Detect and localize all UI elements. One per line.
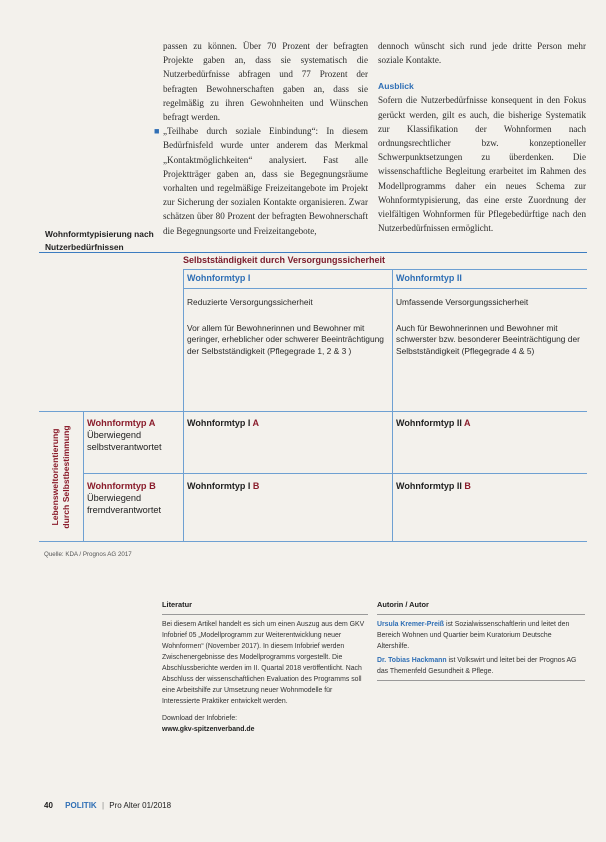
- figure-caption: Wohnformtypisierung nach Nutzerbedürfnissen: [45, 229, 154, 252]
- footer-separator: |: [101, 801, 105, 810]
- row-type-a-sub1: Überwiegend: [87, 430, 142, 441]
- cell-type-IB-prefix: Wohnformtyp I: [187, 481, 251, 491]
- article-paragraph: dennoch wünscht sich rund jede dritte Person mehr soziale Kontakte.: [378, 41, 586, 66]
- literature-box: [162, 599, 368, 739]
- footer-issue: Pro Alter 01/2018: [109, 801, 172, 810]
- divider: [392, 269, 393, 542]
- footer-section: POLITIK: [65, 801, 97, 810]
- row-header-type-b: [87, 481, 183, 516]
- row-type-b-sub2: fremdverantwortet: [87, 505, 162, 516]
- row-type-a-sub2: selbstverantwortet: [87, 442, 162, 453]
- row-type-a-label: Wohnformtyp A: [87, 418, 156, 428]
- cell-type-IA-letter: A: [252, 418, 259, 428]
- article-column-left: [154, 39, 368, 238]
- cell-type-IIA: [396, 418, 471, 429]
- cell-type-IB: [187, 481, 259, 492]
- col2-description: Auch für Bewohnerinnen und Bewohner mit schwerster bzw. besonderer Beeinträchtigung der Selbstständigkeit (Pflegegrade 4 & 5): [396, 323, 580, 356]
- cell-type-IIA-prefix: Wohnformtyp II: [396, 418, 462, 428]
- cell-type-IIB-prefix: Wohnformtyp II: [396, 481, 462, 491]
- column-header-type-2: Wohnformtyp II: [396, 273, 462, 283]
- article-paragraph: Sofern die Nutzerbedürfnisse konsequent in den Fokus gerückt werden, gilt es auch, die bisherige Systematik zur Klassifikation der Wohnformen nach ordnungsrechtlicher bzw. konzeptioneller Schwerpunktsetzungen zu überdenken. Die wissenschaftliche Begleitung erarbeitet im Rahmen des Modellprogramms daher ein neues Schema zur Wohnformtypisierung, das eine erste Zuordnung der vielfältigen Wohnformen für Pflegebedürftige nach den Nutzerbedürfnissen ermöglicht.: [378, 95, 586, 234]
- divider: [183, 288, 587, 289]
- bullet-text: „Teilhabe durch soziale Einbindung“: In diesem Bedürfnisfeld wurde unter anderem das Merkmal „Kontaktmöglichkeiten“ analysiert. Fast alle Projektträger gaben an, dass sie Begegnungsräume vorhalten und regelmäßige Freizeitangebote im Projekt zur Sicherung der sozialen Kontakte organisieren. Zwar schätzen über 80 Prozent der befragten Bewohnerschaft die Begegnungsorte und Freizeitangebote,: [163, 126, 368, 236]
- col1-description: Vor allem für Bewohnerinnen und Bewohner mit geringer, erheblicher oder schwerer Beeinträchtigung der Selbstständigkeit (Pflegegrade 1, 2 & 3 ): [187, 323, 384, 356]
- row-type-b-sub1: Überwiegend: [87, 493, 142, 504]
- cell-type-IA-prefix: Wohnformtyp I: [187, 418, 251, 428]
- page-number: 40: [44, 801, 53, 810]
- author-bio: ist Volkswirt und leitet bei der Prognos AG das Themenfeld Gesundheit & Pflege.: [377, 657, 577, 675]
- column-header-type-1: Wohnformtyp I: [187, 273, 251, 283]
- vertical-label-line-2: durch Selbstbestimmung: [61, 425, 71, 529]
- download-link[interactable]: www.gkv-spitzenverband.de: [162, 726, 255, 733]
- row-header-type-a: [87, 418, 183, 453]
- divider: [377, 680, 585, 681]
- bullet-icon: ■: [154, 126, 160, 137]
- author-bio: ist Sozialwissenschaftlerin und leitet den Bereich Wohnen und Quartier beim Kuratorium Deutsche Altershilfe.: [377, 621, 570, 650]
- divider: [39, 541, 587, 542]
- author-entry: [377, 655, 585, 677]
- col1-security: Reduzierte Versorgungssicherheit: [187, 297, 313, 307]
- col2-security: Umfassende Versorgungssicherheit: [396, 297, 529, 307]
- authors-box: [377, 599, 585, 681]
- divider: [183, 269, 184, 542]
- author-entry: [377, 619, 585, 652]
- cell-type-IIB-letter: B: [464, 481, 471, 491]
- divider: [183, 269, 587, 270]
- divider: [83, 411, 84, 542]
- typology-table: [39, 252, 587, 542]
- author-name: Ursula Kremer-Preiß: [377, 621, 445, 628]
- figure-source: Quelle: KDA / Prognos AG 2017: [44, 551, 132, 558]
- table-title: Selbstständigkeit durch Versorgungssicherheit: [183, 255, 386, 265]
- page-footer: [44, 801, 171, 810]
- cell-type-IA: [187, 418, 259, 429]
- article-bullet-item: [154, 124, 368, 238]
- table-top-rule: [39, 252, 587, 253]
- cell-type-IIB: [396, 481, 471, 492]
- cell-type-IB-letter: B: [252, 481, 260, 491]
- literature-text: Bei diesem Artikel handelt es sich um einen Auszug aus dem GKV Infobrief 05 „Modellprogramm zur Weiterentwicklung neuer Wohnformen“ (November 2017). In diesem Infobrief werden Zwischenergebnisse des Modellprogramms vorgestellt. Die Abschlussberichte werden im II. Quartal 2018 veröffentlicht. Nach Abschluss der wissenschaftlichen Evaluation des Programms soll eine Arbeitshilfe zur Umsetzung neuer Wohnmodelle für Interessierte Praktiker entwickelt werden.: [162, 621, 365, 705]
- article-column-right: [378, 39, 586, 235]
- article-paragraph: passen zu können. Über 70 Prozent der befragten Projekte gaben an, dass sie systematisch die Nutzerbedürfnisse abfragen und 77 Prozent der befragten Bewohnerschaften gaben an, dass sie regelmäßig zu ihren Gewohnheiten und Wünschen befragt werden.: [163, 41, 368, 123]
- row-type-b-label: Wohnformtyp B: [87, 481, 156, 491]
- literature-heading: Literatur: [162, 599, 368, 615]
- divider: [83, 473, 587, 474]
- author-name: Dr. Tobias Hackmann: [377, 657, 447, 664]
- download-label: Download der Infobriefe:: [162, 715, 238, 722]
- row-group-label: [39, 422, 83, 532]
- section-heading: Ausblick: [378, 81, 414, 92]
- vertical-label-line-1: Lebensweltorientierung: [50, 428, 60, 526]
- divider: [39, 411, 587, 412]
- authors-heading: Autorin / Autor: [377, 599, 585, 615]
- cell-type-IIA-letter: A: [464, 418, 471, 428]
